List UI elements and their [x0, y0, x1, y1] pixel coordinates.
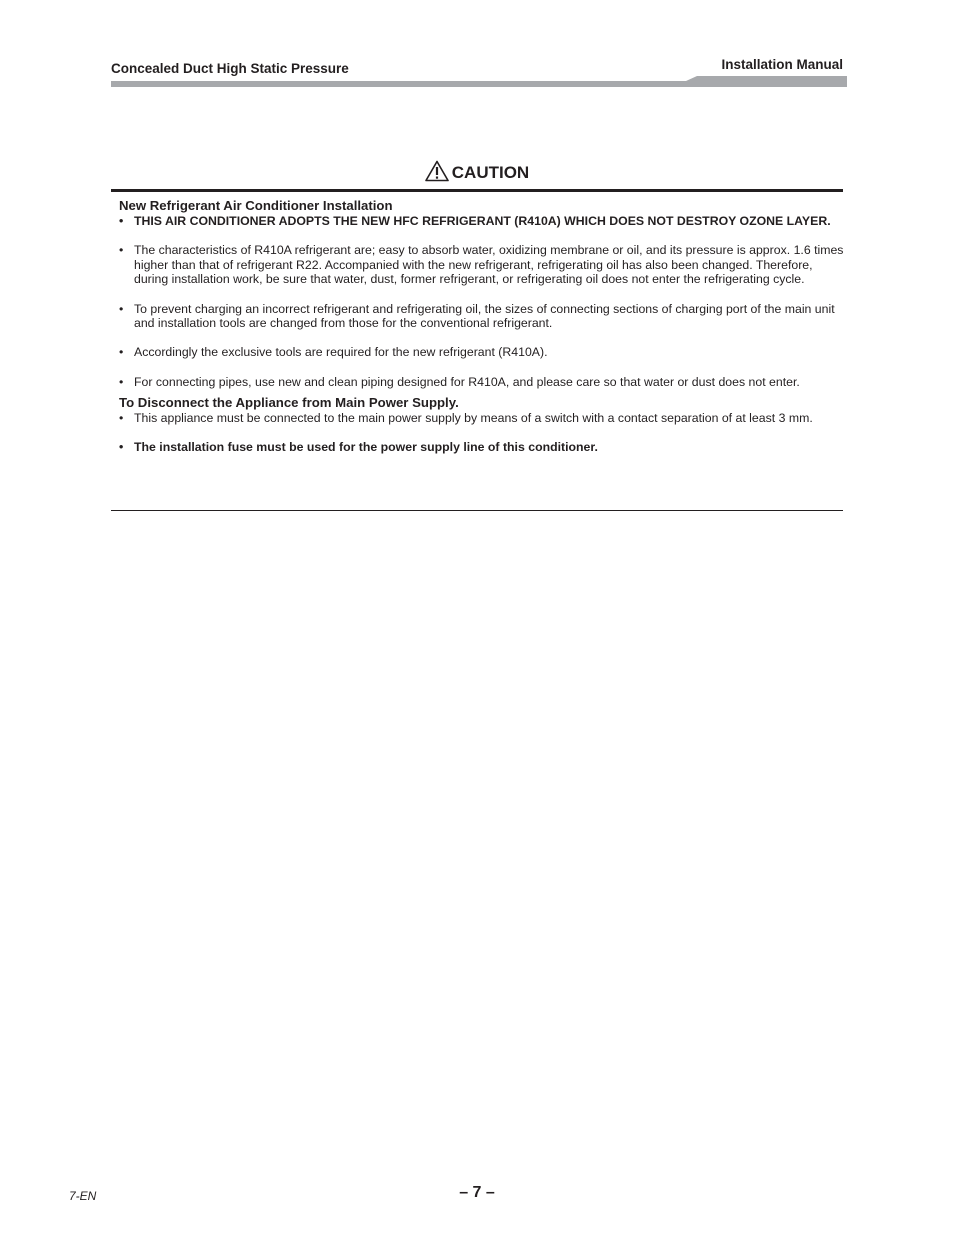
list-item-text: THIS AIR CONDITIONER ADOPTS THE NEW HFC REFRIGERANT (R410A) WHICH DOES NOT DESTROY OZONE LAYER. [134, 214, 831, 228]
list-item-text: This appliance must be connected to the main power supply by means of a switch with a contact separation of at least 3 mm. [134, 411, 813, 426]
bullet: • [119, 214, 124, 228]
list-item [119, 214, 844, 229]
bullet: • [119, 374, 124, 389]
header-divider-bar [111, 76, 847, 88]
list-item-text: For connecting pipes, use new and clean piping designed for R410A, and please care so that water or dust does not enter. [134, 374, 800, 389]
header-right-title: Installation Manual [721, 57, 843, 72]
list-item [119, 375, 844, 390]
caution-bottom-rule [111, 510, 843, 511]
page-number: – 7 – [459, 1184, 495, 1201]
caution-content [119, 198, 844, 455]
header-left-title: Concealed Duct High Static Pressure [111, 61, 349, 76]
list-item-text: The installation fuse must be used for the power supply line of this conditioner. [134, 440, 598, 455]
page-code: 7-EN [69, 1189, 97, 1203]
list-item [119, 243, 844, 287]
bullet: • [119, 440, 124, 455]
section-heading: To Disconnect the Appliance from Main Power Supply. [119, 395, 459, 411]
section-heading: New Refrigerant Air Conditioner Installation [119, 198, 393, 213]
list-item [119, 302, 844, 331]
list-item [119, 411, 844, 426]
list-item [119, 440, 844, 455]
bullet: • [119, 243, 124, 258]
list-item-text: The characteristics of R410A refrigerant are; easy to absorb water, oxidizing membrane or oil, and its pressure is approx. 1.6 times higher than that of refrigerant R22. Accompanied with the new refrigerant, refrigerating oil has also been changed. Therefore, during installation work, be sure that water, dust, former refrigerant, or refrigerating oil does not enter the refrigerating cycle. [134, 243, 844, 287]
bullet: • [119, 301, 124, 316]
list-item-text: Accordingly the exclusive tools are required for the new refrigerant (R410A). [134, 345, 548, 360]
warning-triangle-icon [425, 160, 449, 182]
list-item [119, 345, 844, 360]
bullet: • [119, 411, 124, 426]
list-item-text: To prevent charging an incorrect refrigerant and refrigerating oil, the sizes of connecting sections of charging port of the main unit and installation tools are changed from those for the conventional refrigerant. [134, 301, 835, 331]
caution-heading [0, 160, 954, 183]
caution-top-rule [111, 189, 843, 192]
bullet: • [119, 345, 124, 360]
caution-title: CAUTION [451, 163, 530, 182]
